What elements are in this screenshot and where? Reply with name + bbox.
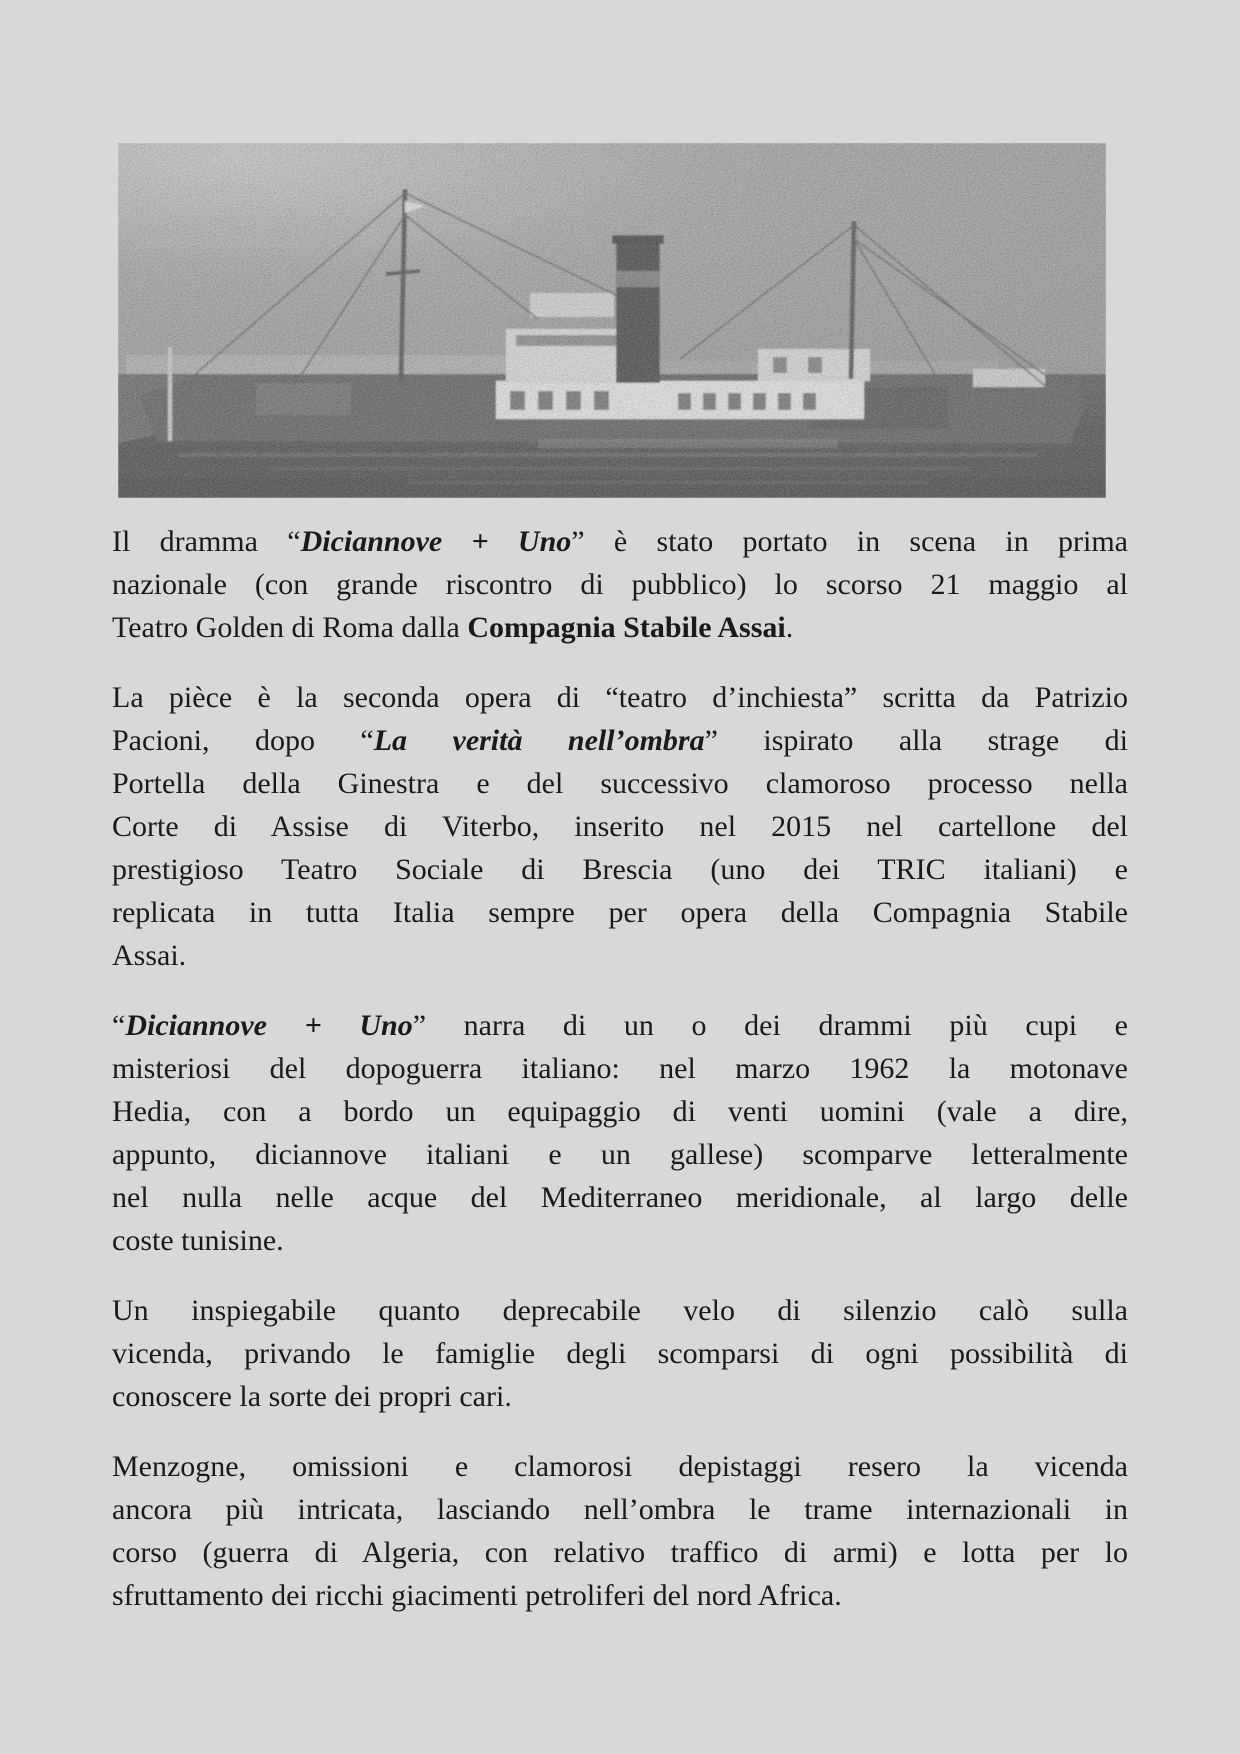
text-line	[112, 1332, 1128, 1375]
text-segment: Menzogne, omissioni e clamorosi depistaggi resero la vicenda	[112, 1450, 1128, 1483]
text-segment: Pacioni, dopo “	[112, 724, 374, 757]
text-segment: “	[112, 1009, 126, 1042]
text-segment: ” ispirato alla strage di	[704, 724, 1128, 757]
text-line	[112, 1133, 1128, 1176]
text-line	[112, 1574, 1128, 1617]
paragraph	[112, 1445, 1128, 1617]
text-segment: La verità nell’ombra	[373, 724, 705, 757]
ship-photo-graphic	[118, 143, 1106, 498]
paragraph	[112, 520, 1128, 649]
text-segment: prestigioso Teatro Sociale di Brescia (uno dei TRIC italiani) e	[112, 853, 1128, 886]
text-segment: nazionale (con grande riscontro di pubblico) lo scorso 21 maggio al	[112, 568, 1128, 601]
text-segment: ” narra di un o dei drammi più cupi e	[412, 1009, 1128, 1042]
text-segment: misteriosi del dopoguerra italiano: nel marzo 1962 la motonave	[112, 1052, 1128, 1085]
text-line	[112, 563, 1128, 606]
text-segment: Diciannove + Uno	[300, 525, 572, 558]
text-segment: ” è stato portato in scena in prima	[571, 525, 1128, 558]
text-line	[112, 676, 1128, 719]
text-line	[112, 848, 1128, 891]
article-text	[112, 520, 1128, 1644]
ship-photo	[118, 143, 1106, 498]
text-segment: .	[785, 611, 794, 644]
text-line	[112, 805, 1128, 848]
paragraph	[112, 1289, 1128, 1418]
text-segment: La pièce è la seconda opera di “teatro d’inchiesta” scritta da Patrizio	[112, 681, 1128, 714]
text-segment: Assai.	[112, 939, 187, 972]
text-line	[112, 1047, 1128, 1090]
text-line	[112, 606, 1128, 649]
text-line	[112, 719, 1128, 762]
text-line	[112, 1445, 1128, 1488]
text-segment: sfruttamento dei ricchi giacimenti petroliferi del nord Africa.	[112, 1579, 842, 1612]
text-segment: corso (guerra di Algeria, con relativo traffico di armi) e lotta per lo	[112, 1536, 1128, 1569]
text-line	[112, 1176, 1128, 1219]
text-line	[112, 1219, 1128, 1262]
text-line	[112, 520, 1128, 563]
text-segment: Corte di Assise di Viterbo, inserito nel 2015 nel cartellone del	[112, 810, 1128, 843]
text-segment: vicenda, privando le famiglie degli scomparsi di ogni possibilità di	[112, 1337, 1128, 1370]
text-segment: appunto, diciannove italiani e un gallese) scomparve letteralmente	[112, 1138, 1128, 1171]
text-segment: nel nulla nelle acque del Mediterraneo meridionale, al largo delle	[112, 1181, 1128, 1214]
text-line	[112, 1090, 1128, 1133]
text-segment: Compagnia Stabile Assai	[467, 611, 786, 644]
text-line	[112, 1375, 1128, 1418]
text-segment: Portella della Ginestra e del successivo clamoroso processo nella	[112, 767, 1128, 800]
text-line	[112, 891, 1128, 934]
text-segment: Teatro Golden di Roma dalla	[112, 611, 468, 644]
text-segment: coste tunisine.	[112, 1224, 284, 1257]
text-line	[112, 1531, 1128, 1574]
text-segment: Un inspiegabile quanto deprecabile velo di silenzio calò sulla	[112, 1294, 1128, 1327]
text-segment: Diciannove + Uno	[125, 1009, 413, 1042]
text-segment: Il dramma “	[112, 525, 301, 558]
film-grain	[118, 143, 1106, 498]
text-line	[112, 934, 1128, 977]
text-segment: replicata in tutta Italia sempre per opera della Compagnia Stabile	[112, 896, 1128, 929]
text-segment: ancora più intricata, lasciando nell’ombra le trame internazionali in	[112, 1493, 1128, 1526]
text-segment: Hedia, con a bordo un equipaggio di venti uomini (vale a dire,	[112, 1095, 1128, 1128]
paragraph	[112, 676, 1128, 977]
text-line	[112, 1004, 1128, 1047]
text-line	[112, 1488, 1128, 1531]
text-segment: conoscere la sorte dei propri cari.	[112, 1380, 512, 1413]
text-line	[112, 1289, 1128, 1332]
text-line	[112, 762, 1128, 805]
paragraph	[112, 1004, 1128, 1262]
